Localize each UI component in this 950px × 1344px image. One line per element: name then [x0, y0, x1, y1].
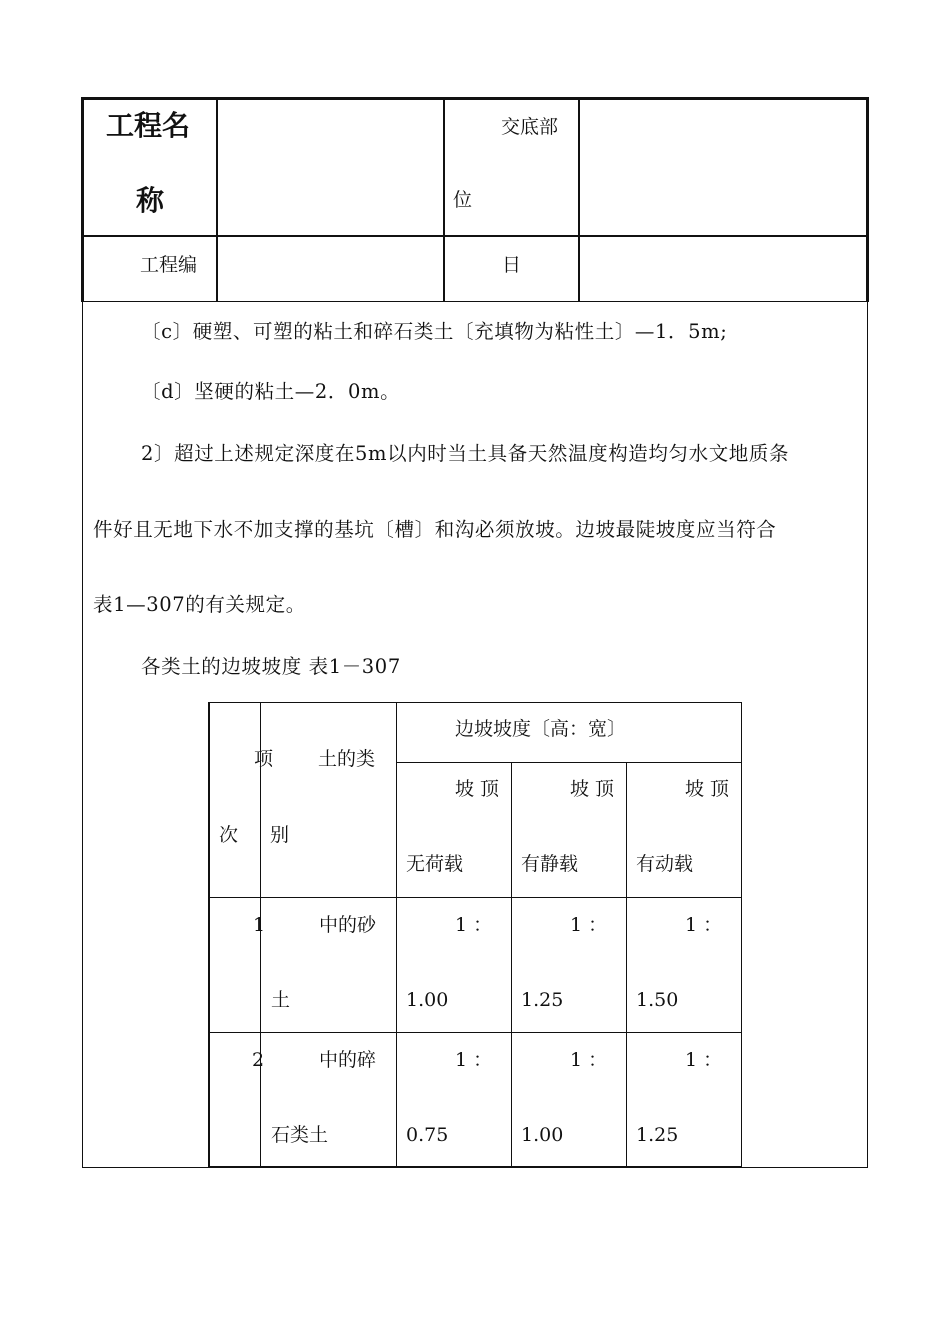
body-line-c: 〔c〕硬塑、可塑的粘土和碎石类土〔充填物为粘性土〕—1．5m;	[141, 320, 728, 343]
frame-right-border-header	[866, 97, 869, 302]
slope-table-header-bottom	[208, 897, 742, 898]
body-para2-line1: 2〕超过上述规定深度在5m以内时当土具备天然温度构造均匀水文地质条	[141, 442, 790, 465]
frame-right-border-body	[867, 301, 868, 1168]
slope-table-top	[208, 702, 742, 703]
row-1-val-3-top: 1 ：	[685, 914, 723, 936]
frame-left-border-body	[82, 301, 83, 1168]
col-type-header-bottom: 别	[270, 824, 290, 846]
header-divider-2	[443, 97, 445, 302]
section-label-line2: 位	[453, 189, 473, 211]
frame-left-border-header	[81, 97, 84, 302]
slope-table-group-divider	[396, 762, 742, 763]
row-2-val-2-bottom: 1.00	[521, 1124, 564, 1146]
slope-table-bottom	[208, 1166, 742, 1168]
row-2-val-3-top: 1 ：	[685, 1049, 723, 1071]
sub-header-3-top: 坡 顶	[685, 778, 730, 800]
slope-table-row1-bottom	[208, 1032, 742, 1033]
row-1-val-2-bottom: 1.25	[521, 989, 564, 1011]
slope-table-col-divider-2	[396, 702, 397, 1168]
row-1-val-2-top: 1 ：	[570, 914, 608, 936]
sub-header-1-bottom: 无荷载	[406, 853, 464, 875]
row-2-no: 2	[252, 1049, 265, 1071]
body-para2-line3: 表1—307的有关规定。	[93, 593, 306, 616]
date-label: 日	[502, 254, 522, 276]
row-2-val-2-top: 1 ：	[570, 1049, 608, 1071]
row-2-type-bottom: 石类土	[271, 1124, 329, 1146]
header-divider-1	[216, 97, 218, 302]
project-name-label-line2: 称	[136, 184, 165, 217]
slope-table-col-divider-3	[511, 762, 512, 1168]
row-1-type-bottom: 土	[271, 989, 291, 1011]
table-caption: 各类土的边坡坡度 表1－307	[141, 655, 401, 678]
row-1-val-1-top: 1 ：	[455, 914, 493, 936]
body-para2-line2: 件好且无地下水不加支撑的基坑〔槽〕和沟必须放坡。边坡最陡坡度应当符合	[93, 518, 777, 541]
row-2-val-3-bottom: 1.25	[636, 1124, 679, 1146]
row-1-type-top: 中的砂	[319, 914, 377, 936]
header-divider-3	[578, 97, 580, 302]
row-2-val-1-bottom: 0.75	[406, 1124, 449, 1146]
header-row-separator	[81, 235, 869, 237]
slope-table-col-divider-4	[626, 762, 627, 1168]
sub-header-2-top: 坡 顶	[570, 778, 615, 800]
col-type-header-top: 土的类	[318, 748, 376, 770]
col-no-header-bottom: 次	[219, 824, 239, 846]
header-bottom-border	[81, 301, 869, 302]
sub-header-1-top: 坡 顶	[455, 778, 500, 800]
project-name-label-line1: 工程名	[106, 109, 191, 142]
frame-top-border	[81, 97, 869, 100]
body-line-d: 〔d〕坚硬的粘土—2．0m。	[141, 380, 401, 403]
row-2-type-top: 中的碎	[319, 1049, 377, 1071]
slope-table-left	[208, 702, 210, 1168]
slope-table-right	[741, 702, 742, 1168]
slope-group-header: 边坡坡度〔高：宽〕	[455, 718, 627, 740]
row-2-val-1-top: 1 ：	[455, 1049, 493, 1071]
row-1-val-1-bottom: 1.00	[406, 989, 449, 1011]
col-no-header-top: 项	[254, 748, 274, 770]
project-no-label: 工程编	[140, 254, 198, 276]
row-1-no: 1	[253, 914, 266, 936]
row-1-val-3-bottom: 1.50	[636, 989, 679, 1011]
sub-header-3-bottom: 有动载	[636, 853, 694, 875]
sub-header-2-bottom: 有静载	[521, 853, 579, 875]
section-label-line1: 交底部	[501, 116, 559, 138]
